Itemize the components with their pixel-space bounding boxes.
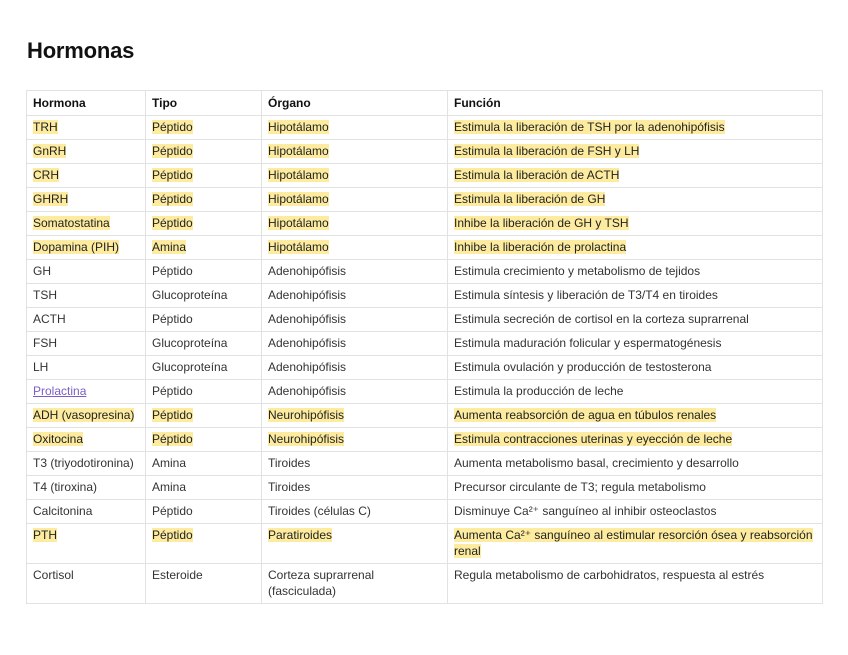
- hormona-text: GnRH: [33, 144, 67, 158]
- cell-tipo: [146, 452, 262, 476]
- table-row: [27, 308, 823, 332]
- cell-tipo: [146, 308, 262, 332]
- cell-hormona: [27, 356, 146, 380]
- table-row: [27, 236, 823, 260]
- table-row: [27, 260, 823, 284]
- cell-organo: [262, 116, 448, 140]
- tipo-text: Péptido: [152, 504, 193, 518]
- hormona-text: Oxitocina: [33, 432, 84, 446]
- funcion-text: Estimula la liberación de GH: [454, 192, 606, 206]
- cell-tipo: [146, 236, 262, 260]
- tipo-text: Glucoproteína: [152, 360, 228, 374]
- cell-hormona: [27, 116, 146, 140]
- organo-text: Tiroides: [268, 456, 311, 470]
- funcion-text: Estimula la liberación de ACTH: [454, 168, 620, 182]
- cell-hormona: [27, 476, 146, 500]
- funcion-text: Aumenta reabsorción de agua en túbulos renales: [454, 408, 717, 422]
- cell-tipo: [146, 332, 262, 356]
- cell-tipo: [146, 164, 262, 188]
- organo-text: Adenohipófisis: [268, 312, 347, 326]
- funcion-text: Estimula maduración folicular y espermatogénesis: [454, 336, 722, 350]
- table-row: [27, 356, 823, 380]
- tipo-text: Amina: [152, 456, 187, 470]
- cell-tipo: [146, 140, 262, 164]
- cell-funcion: [448, 428, 823, 452]
- tipo-text: Péptido: [152, 408, 193, 422]
- table-row: [27, 188, 823, 212]
- cell-tipo: [146, 356, 262, 380]
- cell-hormona: [27, 524, 146, 564]
- cell-tipo: [146, 116, 262, 140]
- header-organo: Órgano: [262, 91, 448, 116]
- organo-text: Hipotálamo: [268, 192, 329, 206]
- cell-tipo: [146, 380, 262, 404]
- funcion-text: Aumenta Ca²⁺ sanguíneo al estimular resorción ósea y reabsorción renal: [454, 528, 813, 558]
- cell-hormona: [27, 428, 146, 452]
- funcion-text: Aumenta metabolismo basal, crecimiento y desarrollo: [454, 456, 739, 470]
- cell-tipo: [146, 404, 262, 428]
- tipo-text: Péptido: [152, 528, 193, 542]
- header-funcion: Función: [448, 91, 823, 116]
- cell-organo: [262, 260, 448, 284]
- cell-hormona: [27, 404, 146, 428]
- cell-funcion: [448, 284, 823, 308]
- organo-text: Hipotálamo: [268, 120, 329, 134]
- funcion-text: Estimula la liberación de TSH por la adenohipófisis: [454, 120, 725, 134]
- tipo-text: Péptido: [152, 168, 193, 182]
- table-row: [27, 284, 823, 308]
- hormona-text: GH: [33, 264, 51, 278]
- cell-tipo: [146, 500, 262, 524]
- table-row: [27, 212, 823, 236]
- funcion-text: Estimula síntesis y liberación de T3/T4 en tiroides: [454, 288, 718, 302]
- funcion-text: Disminuye Ca²⁺ sanguíneo al inhibir osteoclastos: [454, 504, 717, 518]
- hormona-link[interactable]: Prolactina: [33, 384, 87, 398]
- tipo-text: Péptido: [152, 384, 193, 398]
- cell-hormona: [27, 260, 146, 284]
- cell-hormona: [27, 308, 146, 332]
- funcion-text: Estimula contracciones uterinas y eyección de leche: [454, 432, 733, 446]
- tipo-text: Esteroide: [152, 568, 203, 582]
- cell-tipo: [146, 524, 262, 564]
- cell-hormona: [27, 500, 146, 524]
- table-row: [27, 332, 823, 356]
- tipo-text: Péptido: [152, 264, 193, 278]
- cell-funcion: [448, 476, 823, 500]
- table-row: [27, 476, 823, 500]
- funcion-text: Estimula secreción de cortisol en la corteza suprarrenal: [454, 312, 749, 326]
- cell-funcion: [448, 332, 823, 356]
- header-tipo: Tipo: [146, 91, 262, 116]
- hormones-table: [26, 90, 823, 604]
- organo-text: Tiroides (células C): [268, 504, 371, 518]
- table-header-row: [27, 91, 823, 116]
- organo-text: Hipotálamo: [268, 168, 329, 182]
- funcion-text: Estimula ovulación y producción de testosterona: [454, 360, 712, 374]
- hormona-text: Cortisol: [33, 568, 74, 582]
- cell-hormona: [27, 564, 146, 604]
- tipo-text: Péptido: [152, 192, 193, 206]
- tipo-text: Glucoproteína: [152, 288, 228, 302]
- cell-hormona: [27, 140, 146, 164]
- cell-tipo: [146, 284, 262, 308]
- hormona-text: LH: [33, 360, 49, 374]
- cell-hormona: [27, 284, 146, 308]
- cell-tipo: [146, 476, 262, 500]
- cell-organo: [262, 380, 448, 404]
- tipo-text: Péptido: [152, 432, 193, 446]
- header-hormona: Hormona: [27, 91, 146, 116]
- cell-organo: [262, 452, 448, 476]
- cell-hormona: [27, 380, 146, 404]
- tipo-text: Amina: [152, 240, 187, 254]
- cell-hormona: [27, 332, 146, 356]
- cell-tipo: [146, 212, 262, 236]
- cell-funcion: [448, 236, 823, 260]
- funcion-text: Inhibe la liberación de prolactina: [454, 240, 627, 254]
- hormona-text: Somatostatina: [33, 216, 110, 230]
- table-row: [27, 428, 823, 452]
- cell-organo: [262, 476, 448, 500]
- hormona-text: FSH: [33, 336, 57, 350]
- hormona-text: CRH: [33, 168, 59, 182]
- table-row: [27, 116, 823, 140]
- cell-organo: [262, 356, 448, 380]
- cell-hormona: [27, 164, 146, 188]
- cell-funcion: [448, 380, 823, 404]
- table-row: [27, 452, 823, 476]
- cell-organo: [262, 564, 448, 604]
- cell-funcion: [448, 500, 823, 524]
- tipo-text: Glucoproteína: [152, 336, 228, 350]
- organo-text: Hipotálamo: [268, 216, 329, 230]
- organo-text: Adenohipófisis: [268, 360, 347, 374]
- cell-organo: [262, 284, 448, 308]
- table-row: [27, 564, 823, 604]
- table-row: [27, 140, 823, 164]
- hormona-text: Dopamina (PIH): [33, 240, 120, 254]
- funcion-text: Estimula la liberación de FSH y LH: [454, 144, 640, 158]
- funcion-text: Estimula crecimiento y metabolismo de tejidos: [454, 264, 701, 278]
- cell-organo: [262, 188, 448, 212]
- hormona-text: T4 (tiroxina): [33, 480, 98, 494]
- cell-organo: [262, 524, 448, 564]
- cell-funcion: [448, 356, 823, 380]
- cell-funcion: [448, 116, 823, 140]
- tipo-text: Péptido: [152, 312, 193, 326]
- cell-funcion: [448, 564, 823, 604]
- funcion-text: Regula metabolismo de carbohidratos, respuesta al estrés: [454, 568, 765, 582]
- cell-funcion: [448, 404, 823, 428]
- table-row: [27, 404, 823, 428]
- cell-organo: [262, 212, 448, 236]
- cell-hormona: [27, 212, 146, 236]
- hormona-text: T3 (triyodotironina): [33, 456, 134, 470]
- table-row: [27, 380, 823, 404]
- page-title: Hormonas: [27, 38, 135, 63]
- cell-funcion: [448, 212, 823, 236]
- tipo-text: Amina: [152, 480, 187, 494]
- organo-text: Adenohipófisis: [268, 384, 347, 398]
- cell-funcion: [448, 260, 823, 284]
- cell-tipo: [146, 428, 262, 452]
- cell-organo: [262, 236, 448, 260]
- cell-funcion: [448, 188, 823, 212]
- tipo-text: Péptido: [152, 216, 193, 230]
- cell-hormona: [27, 188, 146, 212]
- cell-funcion: [448, 524, 823, 564]
- organo-text: Neurohipófisis: [268, 432, 345, 446]
- cell-funcion: [448, 308, 823, 332]
- organo-text: Paratiroides: [268, 528, 333, 542]
- cell-organo: [262, 500, 448, 524]
- hormona-text: ACTH: [33, 312, 66, 326]
- hormona-text: TSH: [33, 288, 57, 302]
- cell-organo: [262, 140, 448, 164]
- organo-text: Hipotálamo: [268, 240, 329, 254]
- organo-text: Adenohipófisis: [268, 264, 347, 278]
- cell-funcion: [448, 140, 823, 164]
- tipo-text: Péptido: [152, 144, 193, 158]
- cell-organo: [262, 332, 448, 356]
- cell-organo: [262, 428, 448, 452]
- hormona-text: TRH: [33, 120, 58, 134]
- table-row: [27, 164, 823, 188]
- cell-organo: [262, 404, 448, 428]
- funcion-text: Inhibe la liberación de GH y TSH: [454, 216, 629, 230]
- funcion-text: Estimula la producción de leche: [454, 384, 624, 398]
- cell-hormona: [27, 236, 146, 260]
- cell-tipo: [146, 188, 262, 212]
- cell-hormona: [27, 452, 146, 476]
- hormona-text: PTH: [33, 528, 57, 542]
- table-row: [27, 524, 823, 564]
- cell-funcion: [448, 164, 823, 188]
- cell-tipo: [146, 564, 262, 604]
- organo-text: Corteza suprarrenal (fasciculada): [268, 568, 375, 598]
- hormona-text: GHRH: [33, 192, 69, 206]
- organo-text: Tiroides: [268, 480, 311, 494]
- hormona-text: ADH (vasopresina): [33, 408, 135, 422]
- funcion-text: Precursor circulante de T3; regula metabolismo: [454, 480, 706, 494]
- organo-text: Adenohipófisis: [268, 288, 347, 302]
- cell-organo: [262, 308, 448, 332]
- organo-text: Hipotálamo: [268, 144, 329, 158]
- organo-text: Adenohipófisis: [268, 336, 347, 350]
- organo-text: Neurohipófisis: [268, 408, 345, 422]
- cell-funcion: [448, 452, 823, 476]
- hormona-text: Calcitonina: [33, 504, 93, 518]
- tipo-text: Péptido: [152, 120, 193, 134]
- cell-tipo: [146, 260, 262, 284]
- cell-organo: [262, 164, 448, 188]
- table-row: [27, 500, 823, 524]
